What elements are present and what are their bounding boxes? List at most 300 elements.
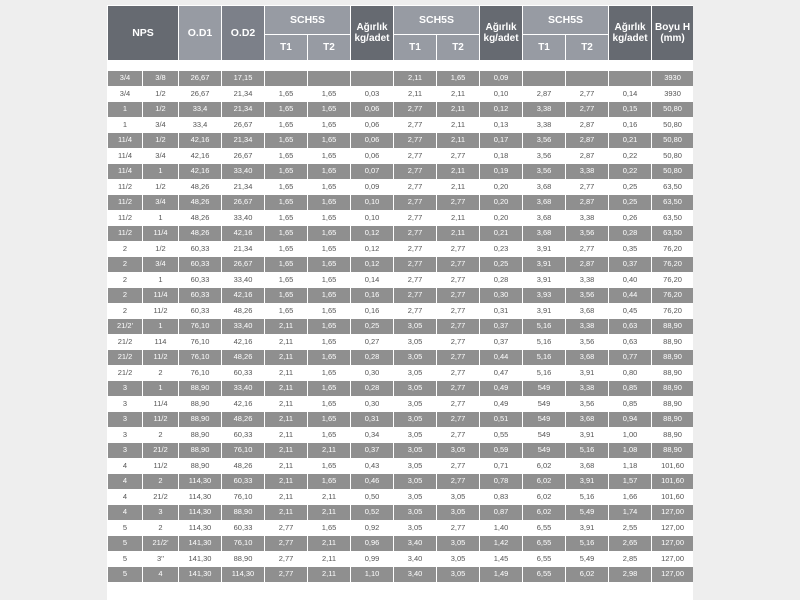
cell-t2-b: 2,77 <box>437 381 480 397</box>
cell-length: 127,00 <box>652 520 693 536</box>
cell-t2-a: 2,11 <box>308 505 351 521</box>
cell-nps-1: 4 <box>108 505 143 521</box>
cell-t2-c: 3,68 <box>566 412 609 428</box>
cell-t1-c: 549 <box>523 443 566 459</box>
cell-od2: 60,33 <box>222 365 265 381</box>
cell-od2: 33,40 <box>222 164 265 180</box>
table-row <box>108 520 694 536</box>
cell-t1-c: 5,16 <box>523 350 566 366</box>
cell-weight-b: 0,09 <box>480 71 523 87</box>
table-row <box>108 350 694 366</box>
cell-weight-c: 0,25 <box>609 195 652 211</box>
cell-weight-a: 0,34 <box>351 427 394 443</box>
cell-t2-a: 1,65 <box>308 210 351 226</box>
cell-weight-b: 0,30 <box>480 288 523 304</box>
cell-t2-b: 2,11 <box>437 86 480 102</box>
cell-t2-b: 3,05 <box>437 536 480 552</box>
cell-nps-2: 3/4 <box>143 148 179 164</box>
header-sch5s-c: SCH5S <box>523 6 609 35</box>
cell-nps-1: 3 <box>108 412 143 428</box>
cell-od1: 141,30 <box>179 567 222 583</box>
cell-od2: 48,26 <box>222 458 265 474</box>
cell-weight-c: 0,63 <box>609 334 652 350</box>
cell-t2-a: 1,65 <box>308 164 351 180</box>
cell-weight-c: 0,77 <box>609 350 652 366</box>
cell-t1-c: 3,68 <box>523 195 566 211</box>
cell-od2: 114,30 <box>222 567 265 583</box>
cell-weight-a: 0,12 <box>351 257 394 273</box>
cell-weight-c: 0,40 <box>609 272 652 288</box>
cell-t2-b: 2,77 <box>437 303 480 319</box>
cell-nps-2: 21/2' <box>143 536 179 552</box>
cell-weight-c: 1,57 <box>609 474 652 490</box>
cell-weight-c: 2,55 <box>609 520 652 536</box>
cell-nps-2: 114 <box>143 334 179 350</box>
cell-t1-b: 2,77 <box>394 102 437 118</box>
cell-t2-a: 1,65 <box>308 117 351 133</box>
cell-t1-a: 1,65 <box>265 210 308 226</box>
cell-t2-a: 1,65 <box>308 257 351 273</box>
cell-t1-a: 2,77 <box>265 520 308 536</box>
cell-od1: 42,16 <box>179 133 222 149</box>
cell-nps-2: 21/2 <box>143 443 179 459</box>
cell-length: 63,50 <box>652 226 693 242</box>
table-row <box>108 303 694 319</box>
cell-length: 88,90 <box>652 396 693 412</box>
table-row <box>108 319 694 335</box>
cell-t1-a: 1,65 <box>265 117 308 133</box>
cell-t1-b: 2,77 <box>394 210 437 226</box>
cell-weight-b: 0,37 <box>480 319 523 335</box>
cell-od2: 42,16 <box>222 396 265 412</box>
cell-weight-c: 0,44 <box>609 288 652 304</box>
cell-od2: 33,40 <box>222 210 265 226</box>
cell-weight-b: 0,37 <box>480 334 523 350</box>
cell-od2: 26,67 <box>222 148 265 164</box>
table-row <box>108 210 694 226</box>
cell-t2-c: 3,38 <box>566 210 609 226</box>
cell-t2-b: 2,11 <box>437 164 480 180</box>
cell-weight-a: 0,99 <box>351 551 394 567</box>
cell-length: 127,00 <box>652 567 693 583</box>
cell-nps-2: 21/2 <box>143 489 179 505</box>
cell-od1: 88,90 <box>179 443 222 459</box>
cell-t1-c: 6,02 <box>523 458 566 474</box>
header-sch5s-a: SCH5S <box>265 6 351 35</box>
cell-nps-2: 1 <box>143 164 179 180</box>
cell-t2-a: 1,65 <box>308 350 351 366</box>
cell-t2-c: 3,56 <box>566 396 609 412</box>
cell-t1-b: 3,05 <box>394 427 437 443</box>
cell-nps-1: 3 <box>108 443 143 459</box>
cell-t2-b: 3,05 <box>437 489 480 505</box>
cell-nps-1: 2 <box>108 288 143 304</box>
cell-weight-c: 0,22 <box>609 148 652 164</box>
cell-t1-c: 3,56 <box>523 164 566 180</box>
cell-nps-2: 1 <box>143 319 179 335</box>
cell-t2-c: 3,68 <box>566 458 609 474</box>
cell-nps-2: 1 <box>143 381 179 397</box>
cell-t2-a: 1,65 <box>308 102 351 118</box>
cell-weight-a: 0,07 <box>351 164 394 180</box>
cell-od2: 48,26 <box>222 412 265 428</box>
cell-weight-a: 1,10 <box>351 567 394 583</box>
cell-length: 88,90 <box>652 350 693 366</box>
cell-nps-1: 3 <box>108 427 143 443</box>
cell-nps-1: 2 <box>108 257 143 273</box>
cell-t1-c: 5,16 <box>523 319 566 335</box>
cell-t1-b: 3,05 <box>394 319 437 335</box>
cell-nps-2: 1/2 <box>143 241 179 257</box>
cell-t1-c <box>523 71 566 87</box>
cell-t2-b: 2,77 <box>437 350 480 366</box>
cell-weight-b: 0,25 <box>480 257 523 273</box>
cell-nps-2: 1 <box>143 272 179 288</box>
cell-t2-c: 3,91 <box>566 427 609 443</box>
cell-t1-c: 6,02 <box>523 489 566 505</box>
cell-t1-b: 2,77 <box>394 257 437 273</box>
cell-t2-c: 5,16 <box>566 443 609 459</box>
cell-t2-a: 2,11 <box>308 551 351 567</box>
cell-t1-a: 1,65 <box>265 257 308 273</box>
cell-t1-a: 2,11 <box>265 381 308 397</box>
cell-length: 76,20 <box>652 288 693 304</box>
cell-nps-2: 11/4 <box>143 226 179 242</box>
cell-length: 63,50 <box>652 195 693 211</box>
table-row <box>108 102 694 118</box>
header-sch5s-b: SCH5S <box>394 6 480 35</box>
cell-t2-c: 3,38 <box>566 381 609 397</box>
cell-t2-c: 6,02 <box>566 567 609 583</box>
cell-weight-b: 0,19 <box>480 164 523 180</box>
cell-weight-c: 0,45 <box>609 303 652 319</box>
cell-t2-b: 3,05 <box>437 551 480 567</box>
cell-weight-c: 0,21 <box>609 133 652 149</box>
cell-t1-a: 2,11 <box>265 458 308 474</box>
cell-t1-a: 2,11 <box>265 489 308 505</box>
cell-weight-b: 0,20 <box>480 210 523 226</box>
cell-t1-a: 1,65 <box>265 226 308 242</box>
cell-weight-c: 0,25 <box>609 179 652 195</box>
cell-t2-b: 2,11 <box>437 102 480 118</box>
cell-weight-a: 0,09 <box>351 179 394 195</box>
cell-t1-c: 549 <box>523 396 566 412</box>
cell-t2-a: 1,65 <box>308 272 351 288</box>
cell-weight-c: 0,37 <box>609 257 652 273</box>
table-row <box>108 551 694 567</box>
cell-weight-a: 0,30 <box>351 396 394 412</box>
cell-length: 127,00 <box>652 551 693 567</box>
cell-t1-a: 2,11 <box>265 412 308 428</box>
cell-weight-a: 0,12 <box>351 226 394 242</box>
cell-t2-c: 2,77 <box>566 86 609 102</box>
table-row <box>108 489 694 505</box>
table-row <box>108 536 694 552</box>
cell-weight-a: 0,06 <box>351 102 394 118</box>
cell-t1-c: 549 <box>523 381 566 397</box>
cell-t2-a: 1,65 <box>308 86 351 102</box>
cell-od1: 88,90 <box>179 381 222 397</box>
cell-weight-a: 0,14 <box>351 272 394 288</box>
header-nps: NPS <box>108 6 179 61</box>
cell-od2: 60,33 <box>222 427 265 443</box>
cell-weight-a: 0,50 <box>351 489 394 505</box>
cell-weight-b: 0,87 <box>480 505 523 521</box>
cell-t1-b: 2,77 <box>394 117 437 133</box>
cell-od1: 76,10 <box>179 350 222 366</box>
cell-t1-b: 3,05 <box>394 489 437 505</box>
cell-od2: 88,90 <box>222 551 265 567</box>
cell-t1-b: 3,05 <box>394 412 437 428</box>
table-row <box>108 241 694 257</box>
cell-t1-b: 3,40 <box>394 551 437 567</box>
cell-t2-c: 5,49 <box>566 505 609 521</box>
cell-weight-c <box>609 71 652 87</box>
cell-od2: 76,10 <box>222 536 265 552</box>
cell-t1-a: 1,65 <box>265 179 308 195</box>
cell-weight-a: 0,25 <box>351 319 394 335</box>
cell-od2: 26,67 <box>222 257 265 273</box>
cell-t1-a: 1,65 <box>265 272 308 288</box>
cell-t1-b: 2,11 <box>394 86 437 102</box>
cell-t2-c: 5,16 <box>566 536 609 552</box>
cell-t1-a: 2,11 <box>265 427 308 443</box>
cell-weight-c: 1,18 <box>609 458 652 474</box>
cell-t2-b: 3,05 <box>437 567 480 583</box>
table-row <box>108 117 694 133</box>
cell-t2-b: 2,77 <box>437 334 480 350</box>
cell-od1: 48,26 <box>179 226 222 242</box>
cell-nps-1: 21/2' <box>108 319 143 335</box>
table-row <box>108 443 694 459</box>
cell-nps-2: 2 <box>143 520 179 536</box>
cell-od2: 42,16 <box>222 226 265 242</box>
cell-nps-1: 5 <box>108 551 143 567</box>
cell-t2-a: 1,65 <box>308 319 351 335</box>
cell-nps-1: 4 <box>108 474 143 490</box>
cell-od1: 48,26 <box>179 179 222 195</box>
cell-t1-b: 2,77 <box>394 272 437 288</box>
table-row <box>108 381 694 397</box>
cell-weight-c: 0,63 <box>609 319 652 335</box>
cell-t1-c: 6,02 <box>523 474 566 490</box>
cell-od1: 26,67 <box>179 86 222 102</box>
cell-weight-a: 0,10 <box>351 195 394 211</box>
cell-weight-a: 0,12 <box>351 241 394 257</box>
cell-t2-c: 2,77 <box>566 102 609 118</box>
cell-nps-2: 1 <box>143 210 179 226</box>
cell-t1-c: 549 <box>523 427 566 443</box>
cell-nps-2: 1/2 <box>143 102 179 118</box>
cell-length: 50,80 <box>652 133 693 149</box>
cell-nps-2: 11/2 <box>143 303 179 319</box>
cell-t2-c: 5,49 <box>566 551 609 567</box>
cell-weight-a: 0,92 <box>351 520 394 536</box>
cell-t2-a: 1,65 <box>308 365 351 381</box>
cell-t1-a: 2,11 <box>265 365 308 381</box>
cell-nps-1: 3/4 <box>108 86 143 102</box>
cell-t1-b: 2,77 <box>394 288 437 304</box>
cell-t2-b: 2,11 <box>437 226 480 242</box>
cell-t1-b: 2,77 <box>394 179 437 195</box>
cell-weight-c: 1,66 <box>609 489 652 505</box>
cell-t1-c: 6,02 <box>523 505 566 521</box>
cell-weight-a: 0,16 <box>351 303 394 319</box>
cell-t2-a: 1,65 <box>308 303 351 319</box>
cell-t1-c: 3,68 <box>523 179 566 195</box>
cell-nps-2: 4 <box>143 567 179 583</box>
cell-od2: 48,26 <box>222 303 265 319</box>
cell-t1-b: 2,77 <box>394 133 437 149</box>
cell-t1-a: 2,77 <box>265 567 308 583</box>
cell-weight-b: 0,78 <box>480 474 523 490</box>
cell-t1-a: 2,77 <box>265 551 308 567</box>
cell-t1-c: 3,38 <box>523 117 566 133</box>
cell-od1: 60,33 <box>179 257 222 273</box>
cell-t1-b: 3,40 <box>394 536 437 552</box>
cell-t2-b: 2,77 <box>437 148 480 164</box>
cell-weight-a: 0,46 <box>351 474 394 490</box>
cell-t2-b: 2,77 <box>437 427 480 443</box>
cell-t1-a: 2,11 <box>265 350 308 366</box>
cell-od1: 33,4 <box>179 117 222 133</box>
header-weight-a: Ağırlık kg/adet <box>351 6 394 61</box>
cell-length: 101,60 <box>652 458 693 474</box>
table-row <box>108 226 694 242</box>
cell-t2-c <box>566 71 609 87</box>
cell-weight-c: 0,80 <box>609 365 652 381</box>
cell-length: 50,80 <box>652 117 693 133</box>
cell-t1-c: 3,91 <box>523 257 566 273</box>
cell-nps-1: 5 <box>108 520 143 536</box>
cell-od2: 60,33 <box>222 474 265 490</box>
cell-weight-a: 0,37 <box>351 443 394 459</box>
cell-length: 88,90 <box>652 334 693 350</box>
cell-weight-b: 0,20 <box>480 195 523 211</box>
cell-t2-b: 1,65 <box>437 71 480 87</box>
cell-weight-b: 0,13 <box>480 117 523 133</box>
cell-od1: 114,30 <box>179 474 222 490</box>
table-row <box>108 195 694 211</box>
cell-nps-2: 2 <box>143 474 179 490</box>
cell-weight-b: 0,20 <box>480 179 523 195</box>
cell-od2: 76,10 <box>222 489 265 505</box>
cell-nps-1: 4 <box>108 489 143 505</box>
cell-length: 127,00 <box>652 505 693 521</box>
cell-weight-b: 0,51 <box>480 412 523 428</box>
cell-nps-1: 1 <box>108 117 143 133</box>
cell-od1: 42,16 <box>179 148 222 164</box>
cell-t2-a: 1,65 <box>308 474 351 490</box>
cell-t1-a: 1,65 <box>265 303 308 319</box>
cell-od1: 88,90 <box>179 458 222 474</box>
cell-od1: 26,67 <box>179 71 222 87</box>
cell-weight-b: 1,40 <box>480 520 523 536</box>
cell-nps-2: 11/2 <box>143 350 179 366</box>
cell-t2-b: 2,77 <box>437 288 480 304</box>
cell-t2-c: 3,68 <box>566 350 609 366</box>
cell-od1: 48,26 <box>179 210 222 226</box>
cell-t1-b: 3,05 <box>394 396 437 412</box>
cell-t2-c: 3,68 <box>566 303 609 319</box>
cell-t1-c: 6,55 <box>523 551 566 567</box>
cell-od1: 76,10 <box>179 365 222 381</box>
cell-nps-2: 2 <box>143 365 179 381</box>
cell-length: 88,90 <box>652 381 693 397</box>
cell-od2: 76,10 <box>222 443 265 459</box>
cell-t1-a: 1,65 <box>265 241 308 257</box>
cell-t2-b: 2,77 <box>437 458 480 474</box>
cell-weight-a <box>351 71 394 87</box>
cell-t1-c: 3,38 <box>523 102 566 118</box>
cell-length: 88,90 <box>652 427 693 443</box>
cell-nps-2: 3'' <box>143 551 179 567</box>
table-row <box>108 412 694 428</box>
cell-t1-b: 3,40 <box>394 567 437 583</box>
cell-nps-1: 11/2 <box>108 210 143 226</box>
cell-t2-a: 1,65 <box>308 520 351 536</box>
cell-nps-2: 2 <box>143 427 179 443</box>
cell-weight-a: 0,16 <box>351 288 394 304</box>
cell-t2-a: 1,65 <box>308 381 351 397</box>
cell-nps-1: 3/4 <box>108 71 143 87</box>
cell-nps-2: 11/4 <box>143 288 179 304</box>
cell-length: 88,90 <box>652 365 693 381</box>
cell-od2: 60,33 <box>222 520 265 536</box>
cell-od2: 33,40 <box>222 381 265 397</box>
cell-t2-c: 3,91 <box>566 365 609 381</box>
table-row <box>108 179 694 195</box>
cell-nps-2: 1/2 <box>143 86 179 102</box>
cell-nps-2: 3/8 <box>143 71 179 87</box>
cell-t1-b: 2,77 <box>394 148 437 164</box>
cell-weight-a: 0,96 <box>351 536 394 552</box>
cell-t2-b: 2,77 <box>437 520 480 536</box>
cell-od1: 141,30 <box>179 536 222 552</box>
cell-weight-a: 0,28 <box>351 381 394 397</box>
cell-t1-b: 2,11 <box>394 71 437 87</box>
cell-t1-a: 1,65 <box>265 288 308 304</box>
cell-t1-b: 2,77 <box>394 241 437 257</box>
cell-t1-c: 6,55 <box>523 567 566 583</box>
cell-weight-b: 1,45 <box>480 551 523 567</box>
cell-t2-a: 1,65 <box>308 241 351 257</box>
cell-length: 76,20 <box>652 272 693 288</box>
cell-od1: 141,30 <box>179 551 222 567</box>
cell-nps-2: 3 <box>143 505 179 521</box>
cell-weight-a: 0,06 <box>351 148 394 164</box>
cell-nps-1: 3 <box>108 381 143 397</box>
cell-t1-b: 2,77 <box>394 226 437 242</box>
cell-t2-a: 2,11 <box>308 443 351 459</box>
cell-t2-a: 2,11 <box>308 536 351 552</box>
table-row <box>108 133 694 149</box>
dimension-table <box>107 5 693 583</box>
cell-weight-c: 0,85 <box>609 381 652 397</box>
cell-t1-c: 3,68 <box>523 210 566 226</box>
cell-t2-c: 3,56 <box>566 226 609 242</box>
cell-t2-b: 2,77 <box>437 241 480 257</box>
cell-t2-c: 5,16 <box>566 489 609 505</box>
cell-weight-a: 0,06 <box>351 117 394 133</box>
cell-t1-a: 1,65 <box>265 195 308 211</box>
cell-weight-c: 0,14 <box>609 86 652 102</box>
cell-weight-b: 0,23 <box>480 241 523 257</box>
cell-t1-a: 2,11 <box>265 505 308 521</box>
cell-weight-b: 0,49 <box>480 396 523 412</box>
cell-t2-a: 1,65 <box>308 288 351 304</box>
cell-nps-2: 11/2 <box>143 458 179 474</box>
